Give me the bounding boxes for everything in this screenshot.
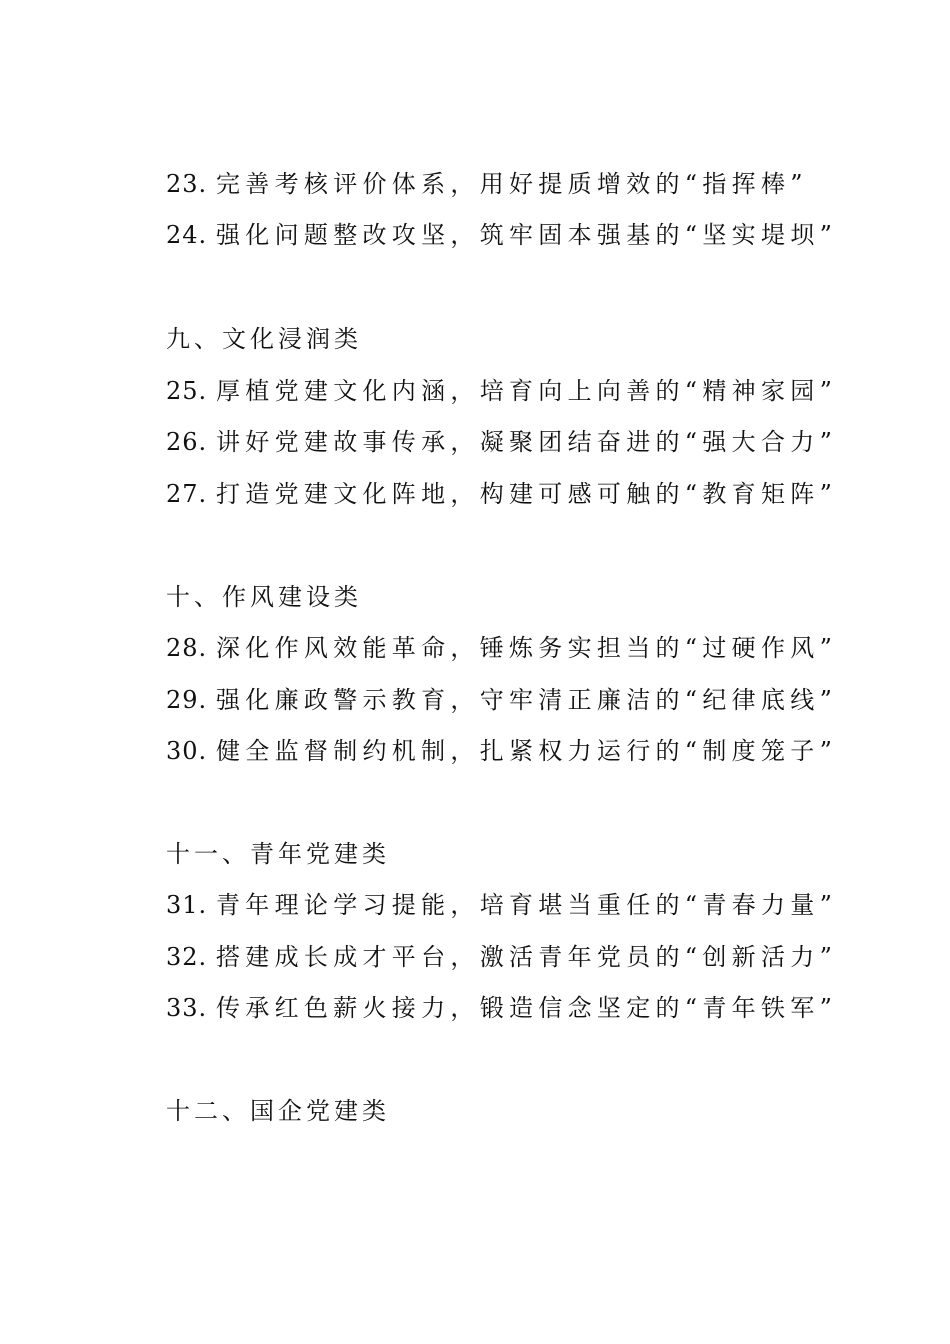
list-item: [166, 988, 837, 1028]
item-number: 29.: [166, 686, 208, 714]
list-item: [166, 215, 837, 255]
item-text: 健全监督制约机制，扎紧权力运行的“制度笼子”: [216, 737, 838, 765]
item-number: 32.: [166, 943, 208, 971]
list-item: [166, 680, 837, 720]
section-heading-11: [166, 834, 390, 874]
list-item: [166, 164, 808, 204]
section-heading-text: 十、作风建设类: [166, 583, 362, 611]
item-text: 搭建成长成才平台，激活青年党员的“创新活力”: [216, 943, 838, 971]
item-text: 强化问题整改攻坚，筑牢固本强基的“坚实堤坝”: [216, 221, 838, 249]
list-item: [166, 422, 837, 462]
item-number: 28.: [166, 634, 208, 662]
list-item: [166, 628, 837, 668]
item-text: 深化作风效能革命，锤炼务实担当的“过硬作风”: [216, 634, 838, 662]
list-item: [166, 474, 837, 514]
list-item: [166, 731, 837, 771]
section-heading-text: 九、文化浸润类: [166, 325, 362, 353]
item-text: 青年理论学习提能，培育堪当重任的“青春力量”: [216, 891, 838, 919]
item-number: 24.: [166, 221, 208, 249]
item-text: 打造党建文化阵地，构建可感可触的“教育矩阵”: [216, 480, 838, 508]
item-number: 33.: [166, 994, 208, 1022]
item-text: 厚植党建文化内涵，培育向上向善的“精神家园”: [216, 377, 838, 405]
section-heading-text: 十二、国企党建类: [166, 1097, 390, 1125]
item-text: 强化廉政警示教育，守牢清正廉洁的“纪律底线”: [216, 686, 838, 714]
item-text: 讲好党建故事传承，凝聚团结奋进的“强大合力”: [216, 428, 838, 456]
item-text: 完善考核评价体系，用好提质增效的“指挥棒”: [216, 170, 808, 198]
section-heading-9: [166, 319, 362, 359]
list-item: [166, 371, 837, 411]
section-heading-10: [166, 577, 362, 617]
item-number: 31.: [166, 891, 208, 919]
item-number: 23.: [166, 170, 208, 198]
item-number: 26.: [166, 428, 208, 456]
item-number: 25.: [166, 377, 208, 405]
item-text: 传承红色薪火接力，锻造信念坚定的“青年铁军”: [216, 994, 838, 1022]
list-item: [166, 937, 837, 977]
section-heading-text: 十一、青年党建类: [166, 840, 390, 868]
section-heading-12: [166, 1091, 390, 1131]
item-number: 30.: [166, 737, 208, 765]
item-number: 27.: [166, 480, 208, 508]
list-item: [166, 885, 837, 925]
